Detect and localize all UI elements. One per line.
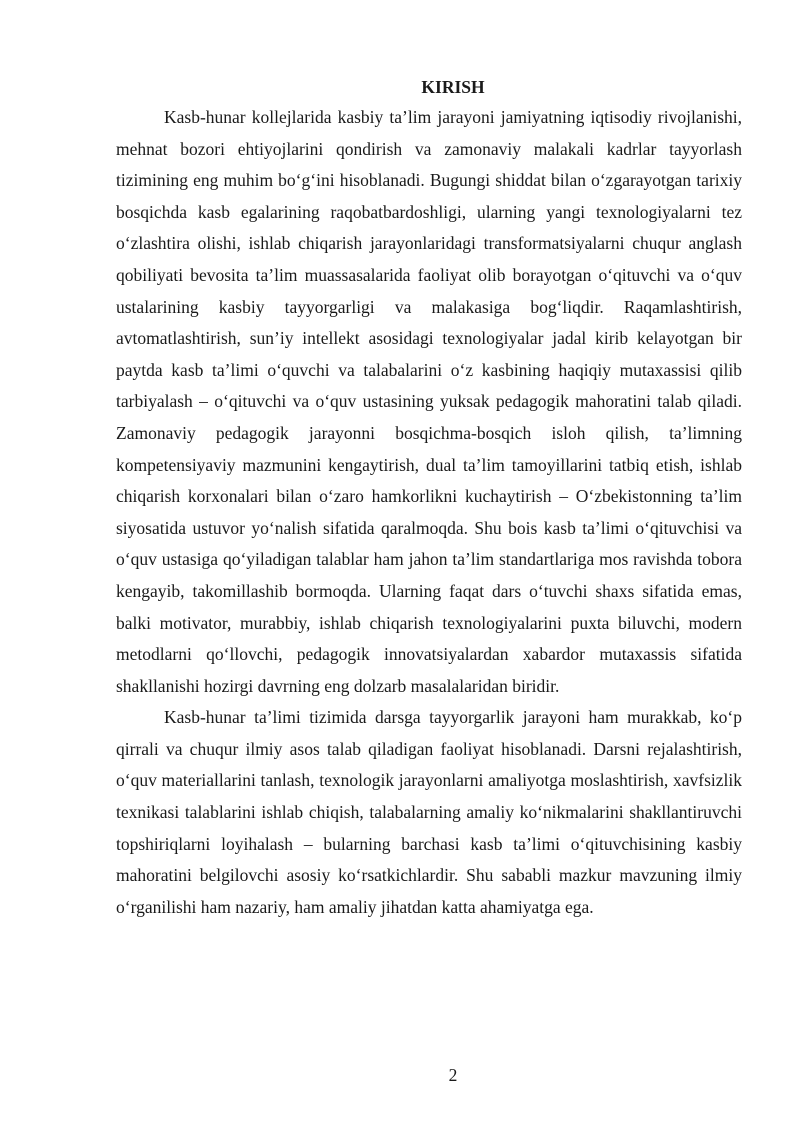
paragraph-lesson-preparation: Kasb-hunar ta’limi tizimida darsga tayyorgarlik jarayoni ham murakkab, ko‘p qirrali va chuqur ilmiy asos talab qiladigan faoliyat hisoblanadi. Darsni rejalashtirish, o‘quv materiallarini tanlash, texnologik jarayonlarni amaliyotga moslashtirish, xavfsizlik texnikasi talablarini ishlab chiqish, talabalarning amaliy ko‘nikmalarini shakllantiruvchi topshiriqlarni loyihalash – bularning barchasi kasb ta’limi o‘qituvchisining kasbiy mahoratini belgilovchi asosiy ko‘rsatkichlardir. Shu sababli mazkur mavzuning ilmiy o‘rganilishi ham nazariy, ham amaliy jihatdan katta ahamiyatga ega. bbox=[116, 707, 742, 917]
page-content bbox=[116, 76, 742, 923]
page-number: 2 bbox=[448, 1065, 458, 1085]
section-title: KIRISH bbox=[421, 77, 485, 97]
paragraph-introduction: Kasb-hunar kollejlarida kasbiy ta’lim jarayoni jamiyatning iqtisodiy rivojlanishi, mehnat bozori ehtiyojlarini qondirish va zamonaviy malakali kadrlar tayyorlash tizimining eng muhim bo‘g‘ini hisoblanadi. Bugungi shiddat bilan o‘zgarayotgan tarixiy bosqichda kasb egalarining raqobatbardoshligi, ularning yangi texnologiyalarni tez o‘zlashtira olishi, ishlab chiqarish jarayonlaridagi transformatsiyalarni chuqur anglash qobiliyati bevosita ta’lim muassasalarida faoliyat olib borayotgan o‘qituvchi va o‘quv ustalarining kasbiy tayyorgarligi va malakasiga bog‘liqdir. Raqamlashtirish, avtomatlashtirish, sun’iy intellekt asosidagi texnologiyalar jadal kirib kelayotgan bir paytda kasb ta’limi o‘quvchi va talabalarini o‘z kasbining haqiqiy mutaxassisi qilib tarbiyalash – o‘qituvchi va o‘quv ustasining yuksak pedagogik mahoratini talab qiladi. Zamonaviy pedagogik jarayonni bosqichma-bosqich isloh qilish, ta’limning kompetensiyaviy mazmunini kengaytirish, dual ta’lim tamoyillarini tatbiq etish, ishlab chiqarish korxonalari bilan o‘zaro hamkorlikni kuchaytirish – O‘zbekistonning ta’lim siyosatida ustuvor yo‘nalish sifatida qaralmoqda. Shu bois kasb ta’limi o‘qituvchisi va o‘quv ustasiga qo‘yiladigan talablar ham jahon ta’lim standartlariga mos ravishda tobora kengayib, takomillashib bormoqda. Ularning faqat dars o‘tuvchi shaxs sifatida emas, balki motivator, murabbiy, ishlab chiqarish texnologiyalarini puxta biluvchi, modern metodlarni qo‘llovchi, pedagogik innovatsiyalardan xabardor mutaxassis sifatida shakllanishi hozirgi davrning eng dolzarb masalalaridan biridir. bbox=[116, 107, 742, 696]
